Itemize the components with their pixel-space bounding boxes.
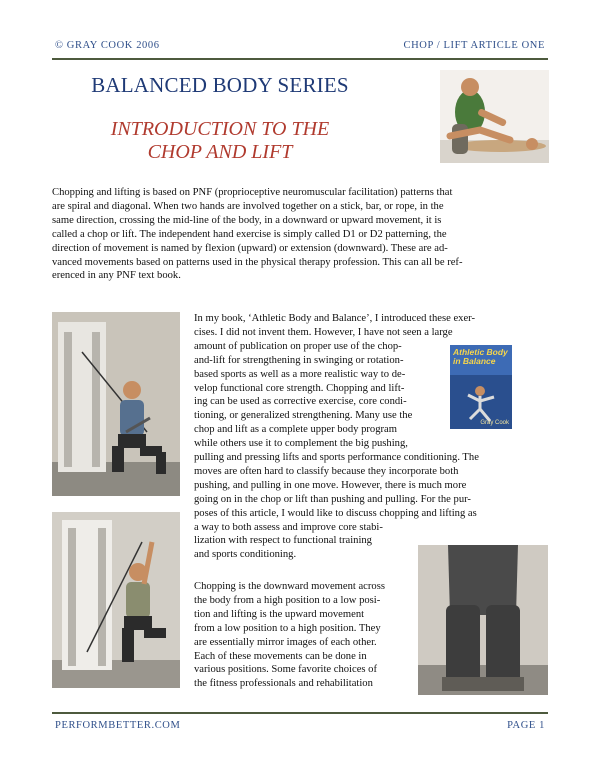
- header-article: CHOP / LIFT ARTICLE ONE: [403, 40, 545, 51]
- body-line: and-lift for strengthening in swinging or rotation-: [194, 354, 404, 366]
- body-line: are essentially mirror images of each other.: [194, 636, 377, 648]
- intro-line: vanced movements based on patterns used in the physical therapy profession. This can all be ref-: [52, 256, 463, 268]
- body-line: going on in the chop or lift than pushing and pulling. For the pur-: [194, 493, 471, 505]
- article-title-line-2: CHOP AND LIFT: [147, 141, 293, 163]
- book-cover: [450, 345, 512, 429]
- intro-line: direction of movement is named by flexion (upward) or extension (downward). These are ad-: [52, 242, 448, 254]
- body-line: lization with respect to functional training: [194, 535, 372, 547]
- kneeling-chop-photo: [52, 312, 180, 496]
- body-line: moves are often hard to classify because they incorporate both: [194, 465, 459, 477]
- book-paragraph-top: [194, 312, 548, 340]
- article-title: [60, 118, 380, 164]
- body-line: the fitness professionals and rehabilitation: [194, 678, 373, 690]
- intro-line: Chopping and lifting is based on PNF (proprioceptive neuromuscular facilitation) patterns that: [52, 187, 453, 198]
- body-line: tioning, or generalized strengthening. Many use the: [194, 410, 413, 422]
- body-line: pulling and pressing lifts and sports performance conditioning. The: [194, 452, 479, 463]
- body-line: tion and lifting is the upward movement: [194, 608, 365, 620]
- standing-legs-photo: [418, 545, 548, 695]
- body-line: and sports conditioning.: [194, 549, 297, 561]
- body-line: a way to both assess and improve core stabi-: [194, 521, 383, 533]
- body-line: amount of publication on proper use of the chop-: [194, 340, 402, 352]
- book-author: Gray Cook: [480, 420, 509, 426]
- body-line: cises. I did not invent them. However, I have not seen a large: [194, 326, 453, 338]
- kneeling-lift-illustration: [52, 512, 180, 688]
- body-line: Chopping is the downward movement across: [194, 581, 385, 592]
- body-line: pushing, and pulling in one move. However, there is much more: [194, 479, 467, 491]
- body-line: the body from a high position to a low posi-: [194, 594, 381, 606]
- intro-paragraph: [52, 186, 548, 283]
- body-line: Each of these movements can be done in: [194, 650, 367, 662]
- body-line: from a low position to a high position. They: [194, 622, 381, 634]
- intro-line: are spiral and diagonal. When two hands are involved together on a stick, bar, or rope, in the: [52, 200, 444, 212]
- intro-line: erenced in any PNF text book.: [52, 270, 181, 282]
- article-title-line-1: INTRODUCTION TO THE: [110, 118, 330, 140]
- standing-legs-illustration: [418, 545, 548, 695]
- header-copyright: © GRAY COOK 2006: [55, 40, 160, 51]
- body-line: based sports as well as a more realistic way to de-: [194, 368, 406, 380]
- kneeling-lift-photo: [52, 512, 180, 688]
- chop-lift-paragraph: [194, 580, 406, 691]
- footer-rule: [52, 712, 548, 714]
- book-paragraph-mid: [194, 340, 444, 451]
- body-line: while others use it to complement the big pushing,: [194, 438, 408, 450]
- series-title: BALANCED BODY SERIES: [91, 73, 349, 97]
- intro-line: called a chop or lift. The independent hand exercise is simply called D1 or D2 patterning, the: [52, 228, 447, 240]
- book-title-line-1: Athletic Body: [453, 347, 508, 357]
- stretch-photo-illustration: [440, 70, 549, 163]
- kneeling-chop-illustration: [52, 312, 180, 496]
- header-rule: [52, 58, 548, 60]
- body-line: chop and lift as a complete upper body program: [194, 424, 397, 436]
- stretch-photo: [440, 70, 549, 163]
- book-title-line-2: in Balance: [453, 356, 496, 366]
- book-paragraph-end: [194, 521, 416, 563]
- book-paragraph-wide: [194, 451, 548, 521]
- footer-page-number: PAGE 1: [507, 720, 545, 731]
- body-line: poses of this article, I would like to discuss chopping and lifting as: [194, 507, 477, 519]
- body-line: ing can be used as corrective exercise, core condi-: [194, 396, 407, 408]
- body-line: velop functional core strength. Chopping and lift-: [194, 382, 405, 394]
- footer-website: PERFORMBETTER.COM: [55, 720, 181, 731]
- body-line: In my book, ‘Athletic Body and Balance’, I introduced these exer-: [194, 313, 476, 324]
- intro-line: same direction, crossing the mid-line of the body, in a downward or upward movement, it is: [52, 214, 442, 226]
- body-line: various positions. Some favorite choices of: [194, 664, 378, 676]
